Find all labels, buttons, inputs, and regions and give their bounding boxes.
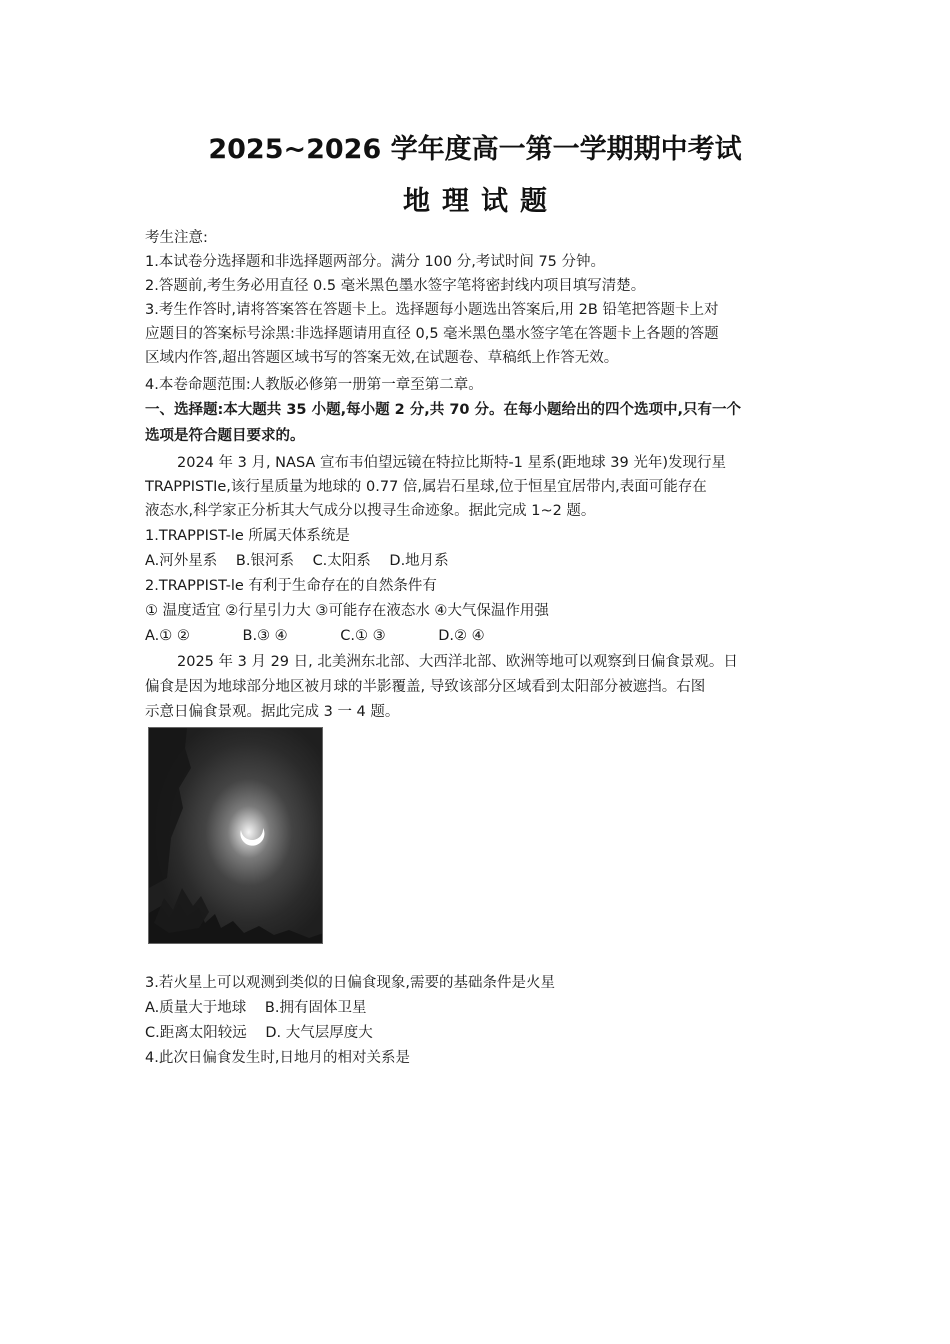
- passage-line: 偏食是因为地球部分地区被月球的半影覆盖, 导致该部分区域看到太阳部分被遮挡。右图: [145, 679, 706, 695]
- notice-heading: 考生注意:: [145, 230, 208, 246]
- exam-subtitle: 地理试题: [403, 186, 559, 217]
- option-a: A.河外星系: [145, 553, 218, 569]
- question-stem: 2.TRAPPIST-le 有利于生命存在的自然条件有: [145, 578, 437, 594]
- passage-line: 液态水,科学家正分析其大气成分以搜寻生命迹象。据此完成 1~2 题。: [145, 503, 596, 519]
- option-d: D.② ④: [438, 628, 485, 644]
- question-options: [145, 996, 810, 1020]
- question-options: [145, 624, 810, 648]
- eclipse-photo-icon: [149, 728, 323, 944]
- option-d: D.地月系: [389, 553, 449, 569]
- exam-title: 2025~2026 学年度高一第一学期期中考试: [208, 134, 742, 165]
- notice-item: 3.考生作答时,请将答案答在答题卡上。选择题每小题选出答案后,用 2B 铅笔把答题卡上对: [145, 302, 719, 318]
- notice-item: 2.答题前,考生务必用直径 0.5 毫米黑色墨水签字笔将密封线内项目填写清楚。: [145, 278, 646, 294]
- question-conditions: ① 温度适宜 ②行星引力大 ③可能存在液态水 ④大气保温作用强: [145, 603, 549, 619]
- section-heading: 选项是符合题目要求的。: [145, 428, 305, 444]
- option-c: C.① ③: [340, 628, 386, 644]
- option-b: B.拥有固体卫星: [264, 1000, 367, 1016]
- option-b: B.银河系: [235, 553, 294, 569]
- question-options: [145, 549, 810, 573]
- section-heading: 一、选择题:本大题共 35 小题,每小题 2 分,共 70 分。在每小题给出的四个选项中,只有一个: [145, 402, 742, 418]
- partial-solar-eclipse-photo: [148, 727, 323, 944]
- option-a: A.质量大于地球: [145, 1000, 247, 1016]
- notice-item: 4.本卷命题范围:人教版必修第一册第一章至第二章。: [145, 377, 483, 393]
- question-options: [145, 1021, 810, 1045]
- notice-item: 1.本试卷分选择题和非选择题两部分。满分 100 分,考试时间 75 分钟。: [145, 254, 606, 270]
- question-stem: 3.若火星上可以观测到类似的日偏食现象,需要的基础条件是火星: [145, 975, 555, 991]
- option-c: C.太阳系: [312, 553, 371, 569]
- option-d: D. 大气层厚度大: [265, 1025, 373, 1041]
- passage-line: TRAPPISTIe,该行星质量为地球的 0.77 倍,属岩石星球,位于恒星宜居带内,表面可能存在: [145, 479, 707, 495]
- notice-item: 区域内作答,超出答题区域书写的答案无效,在试题卷、草稿纸上作答无效。: [145, 350, 619, 366]
- option-a: A.① ②: [145, 628, 190, 644]
- question-stem: 4.此次日偏食发生时,日地月的相对关系是: [145, 1050, 410, 1066]
- passage-line: 2025 年 3 月 29 日, 北美洲东北部、大西洋北部、欧洲等地可以观察到日偏食景观。日: [177, 654, 738, 670]
- passage-line: 示意日偏食景观。据此完成 3 一 4 题。: [145, 704, 400, 720]
- option-c: C.距离太阳较远: [145, 1025, 247, 1041]
- notice-item: 应题目的答案标号涂黑:非选择题请用直径 0,5 毫米黑色墨水签字笔在答题卡上各题的答题: [145, 326, 719, 342]
- question-stem: 1.TRAPPIST-le 所属天体系统是: [145, 528, 350, 544]
- option-b: B.③ ④: [242, 628, 288, 644]
- passage-line: 2024 年 3 月, NASA 宣布韦伯望远镜在特拉比斯特-1 星系(距地球 39 光年)发现行星: [177, 455, 726, 471]
